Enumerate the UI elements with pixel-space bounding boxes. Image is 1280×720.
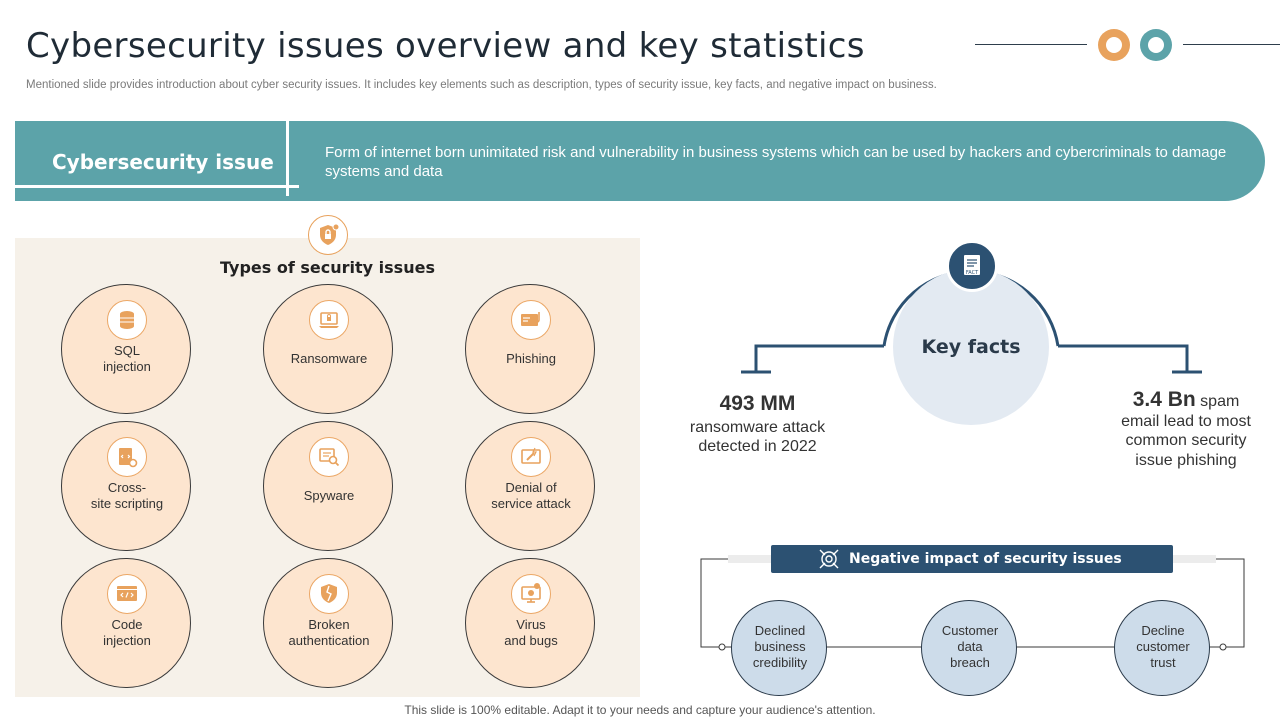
security-issue-label: Cross- site scripting: [90, 480, 164, 511]
fact-ransomware-text: ransomware attack detected in 2022: [689, 419, 826, 455]
negative-impact-item: [731, 600, 827, 696]
types-title: Types of security issues: [220, 258, 435, 277]
banner-title: Cybersecurity issue: [52, 150, 274, 174]
security-issue-label: Virus and bugs: [504, 617, 558, 648]
negative-impact-label: Declined business credibility: [752, 623, 808, 670]
negative-impact-item: [921, 600, 1017, 696]
fact-spam-text: email lead to most common security issue phishing: [1121, 412, 1251, 469]
page-title: Cybersecurity issues overview and key statistics: [26, 26, 865, 66]
security-issue-label: Ransomware: [290, 351, 368, 366]
security-issue-label: Spyware: [303, 488, 355, 503]
fact-spam-inline: spam: [1195, 393, 1240, 410]
security-issue-label: SQL injection: [103, 343, 151, 374]
security-issue-label: Broken authentication: [288, 617, 370, 648]
target-icon: [818, 548, 840, 570]
banner-description: Form of internet born unimitated risk and vulnerability in business systems which can be used by hackers and cybercriminals to damage systems and data: [325, 144, 1227, 180]
negative-impact-title: Negative impact of security issues: [849, 551, 1122, 567]
security-issue-label: Denial of service attack: [491, 480, 571, 511]
key-facts-title: Key facts: [921, 336, 1021, 358]
negative-impact-label: Customer data breach: [941, 623, 999, 670]
fact-spam-value: 3.4 Bn: [1132, 388, 1196, 411]
negative-impact-item: [1114, 600, 1210, 696]
security-issue-label: Phishing: [506, 351, 556, 366]
svg-text:FACT: FACT: [965, 270, 979, 276]
fact-ransomware-value: 493 MM: [719, 392, 796, 415]
footer-note: This slide is 100% editable. Adapt it to your needs and capture your audience's attention.: [404, 703, 876, 717]
negative-impact-label: Decline customer trust: [1136, 623, 1190, 670]
security-issue-label: Code injection: [103, 617, 151, 648]
page-subtitle: Mentioned slide provides introduction about cyber security issues. It includes key elements such as description, types of security issue, key facts, and negative impact on business.: [26, 79, 937, 91]
